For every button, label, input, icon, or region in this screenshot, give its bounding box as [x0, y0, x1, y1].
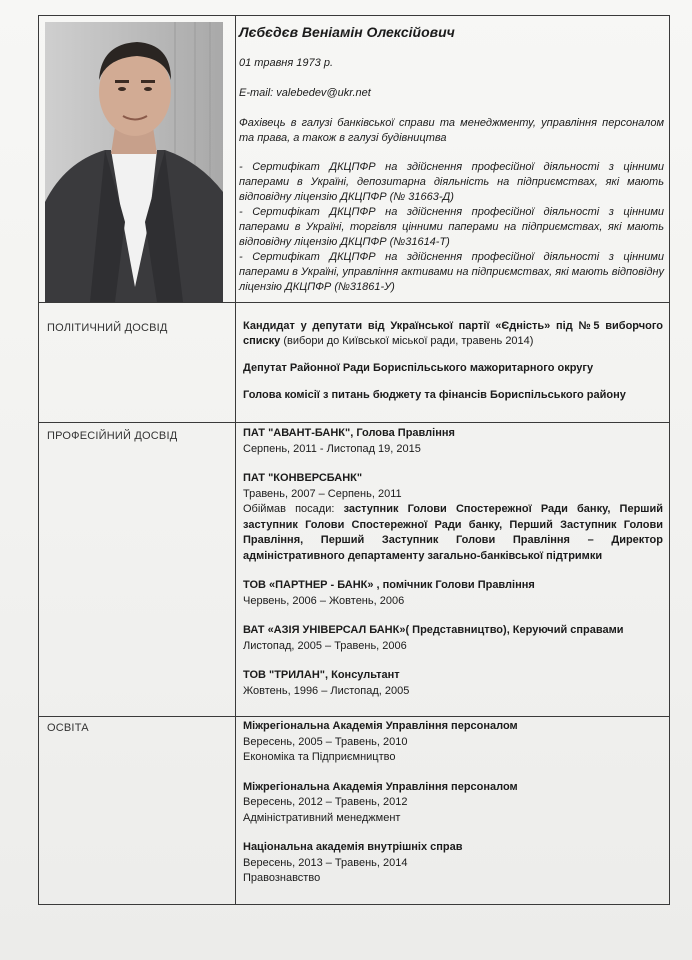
education-institution: Міжрегіональна Академія Управління персоналом [243, 720, 518, 732]
konvers-positions [243, 502, 663, 564]
job-title: ВАТ «АЗІЯ УНІВЕРСАЛ БАНК»( Представництво), Керуючий справами [243, 624, 624, 636]
committee-entry: Голова комісії з питань бюджету та фінансів Бориспільського району [243, 389, 626, 401]
education-period: Вересень, 2012 – Травень, 2012 [243, 796, 408, 808]
education-field: Економіка та Підприємництво [243, 751, 396, 763]
certificate-3: - Сертифікат ДКЦПФР на здійснення професійної діяльності з цінними паперами в Україні, управління активами на підприємствах, які мають відповідну ліцензію ДКЦПФР (№31861-У) [239, 251, 664, 293]
job-period: Жовтень, 1996 – Листопад, 2005 [243, 684, 410, 697]
summary: Фахівець в галузі банківської справи та менеджменту, управління персоналом та права, а також в галузі будівництва [239, 117, 664, 144]
education-institution: Міжрегіональна Академія Управління персоналом [243, 780, 518, 793]
cv-table [38, 15, 670, 905]
candidate-note: (вибори до Київської міської ради, травень 2014) [280, 335, 534, 347]
job-title: ПАТ "АВАНТ-БАНК", Голова Правління [243, 427, 455, 439]
person-name: Лєбєдєв Веніамін Олексійович [239, 24, 455, 40]
job-period: Серпень, 2011 - Листопад 19, 2015 [243, 442, 421, 455]
email: E-mail: valebedev@ukr.net [239, 87, 371, 99]
portrait-photo [45, 22, 223, 302]
birth-date: 01 травня 1973 р. [239, 57, 333, 69]
job-period: Травень, 2007 – Серпень, 2011 [243, 487, 402, 500]
row-divider [39, 716, 669, 717]
job-title: ПАТ "КОНВЕРСБАНК" [243, 472, 363, 484]
job-title: ТОВ «ПАРТНЕР - БАНК» , помічник Голови Правління [243, 579, 535, 591]
education-period: Вересень, 2013 – Травень, 2014 [243, 856, 408, 869]
positions-list: заступник Голови Спостережної Ради банку, Перший заступник Голови Спостережної Ради банку, Перший Заступник Голови Правління, Перший Заступник Голови Правління – Директор адміністративного департаменту загально-банківської підтримки [243, 503, 663, 562]
deputy-entry: Депутат Районної Ради Бориспільського мажоритарного округу [243, 362, 594, 374]
candidate-title: Кандидат у депутати від Української партії «Єдність» під №5 виборчого списку [243, 320, 663, 347]
education-content [243, 719, 663, 887]
education-period: Вересень, 2005 – Травень, 2010 [243, 735, 408, 748]
job-title: ТОВ "ТРИЛАН", Консультант [243, 669, 400, 681]
header-block [239, 24, 664, 295]
certificate-1: - Сертифікат ДКЦПФР на здійснення професійної діяльності з цінними паперами в Україні, депозитарна діяльність на підприємствах, які мають відповідну ліцензію ДКЦПФР (№ 31663-Д) [239, 161, 664, 203]
certificate-2: - Сертифікат ДКЦПФР на здійснення професійної діяльності з цінними паперами в Україні, торгівля цінними паперами на підприємствах, які мають відповідну ліцензію ДКЦПФР (№31614-Т) [239, 206, 664, 248]
section-label-education: ОСВІТА [47, 722, 89, 734]
section-label-professional: ПРОФЕСІЙНИЙ ДОСВІД [47, 430, 178, 442]
job-period: Червень, 2006 – Жовтень, 2006 [243, 594, 405, 607]
education-field: Правознавство [243, 872, 321, 884]
positions-prefix: Обіймав посади: [243, 503, 344, 515]
candidate-entry [243, 319, 663, 349]
education-field: Адміністративний менеджмент [243, 811, 401, 824]
job-period: Листопад, 2005 – Травень, 2006 [243, 639, 407, 652]
education-institution: Національна академія внутрішніх справ [243, 841, 463, 853]
row-divider [39, 422, 669, 423]
professional-content [243, 426, 663, 699]
column-divider [235, 16, 236, 904]
political-content [243, 319, 663, 403]
section-label-political: ПОЛІТИЧНИЙ ДОСВІД [47, 322, 168, 334]
row-divider [39, 302, 669, 303]
